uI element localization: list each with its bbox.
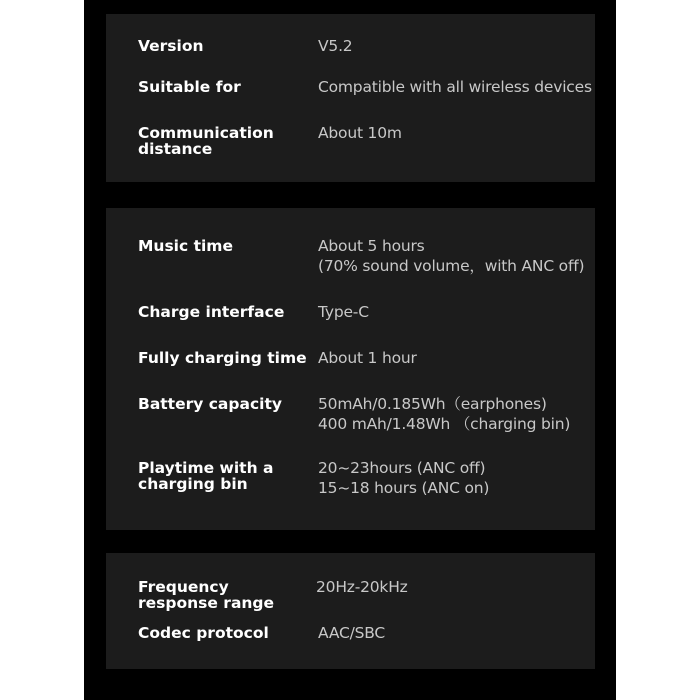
spec-card-audio xyxy=(106,553,595,669)
spec-value-line: About 1 hour xyxy=(318,349,417,367)
spec-value xyxy=(318,77,603,97)
spec-value xyxy=(318,302,603,322)
spec-value xyxy=(318,236,603,276)
spec-value xyxy=(318,36,603,56)
spec-sheet xyxy=(84,0,616,700)
spec-label: Version xyxy=(138,37,204,55)
spec-value-line: Type-C xyxy=(318,303,369,321)
spec-value-line: Compatible with all wireless devices xyxy=(318,78,592,96)
spec-value-line: V5.2 xyxy=(318,37,353,55)
spec-label: Battery capacity xyxy=(138,395,282,413)
spec-label: Fully charging time xyxy=(138,349,307,367)
spec-value xyxy=(318,623,603,643)
spec-value-line: 15~18 hours (ANC on) xyxy=(318,479,490,497)
spec-value-line: 400 mAh/1.48Wh （charging bin) xyxy=(318,415,571,433)
spec-value xyxy=(318,123,603,143)
spec-value-line: 20Hz-20kHz xyxy=(316,578,408,596)
spec-value-line: AAC/SBC xyxy=(318,624,386,642)
spec-value xyxy=(318,458,603,498)
spec-value-line: About 5 hours xyxy=(318,237,425,255)
spec-value-line: 20~23hours (ANC off) xyxy=(318,459,486,477)
spec-label: Codec protocol xyxy=(138,624,269,642)
spec-value-line: (70% sound volume，with ANC off) xyxy=(318,257,585,275)
spec-label: Frequency response range xyxy=(138,578,275,612)
spec-card-battery xyxy=(106,208,595,530)
spec-value-line: 50mAh/0.185Wh（earphones) xyxy=(318,395,547,413)
spec-card-general xyxy=(106,14,595,182)
spec-value-line: About 10m xyxy=(318,124,402,142)
spec-value xyxy=(318,394,603,434)
spec-label: Communication distance xyxy=(138,124,274,158)
spec-label: Playtime with a charging bin xyxy=(138,459,274,493)
spec-value xyxy=(318,348,603,368)
spec-label: Suitable for xyxy=(138,78,241,96)
spec-label: Music time xyxy=(138,237,233,255)
spec-value xyxy=(316,577,601,597)
spec-label: Charge interface xyxy=(138,303,285,321)
